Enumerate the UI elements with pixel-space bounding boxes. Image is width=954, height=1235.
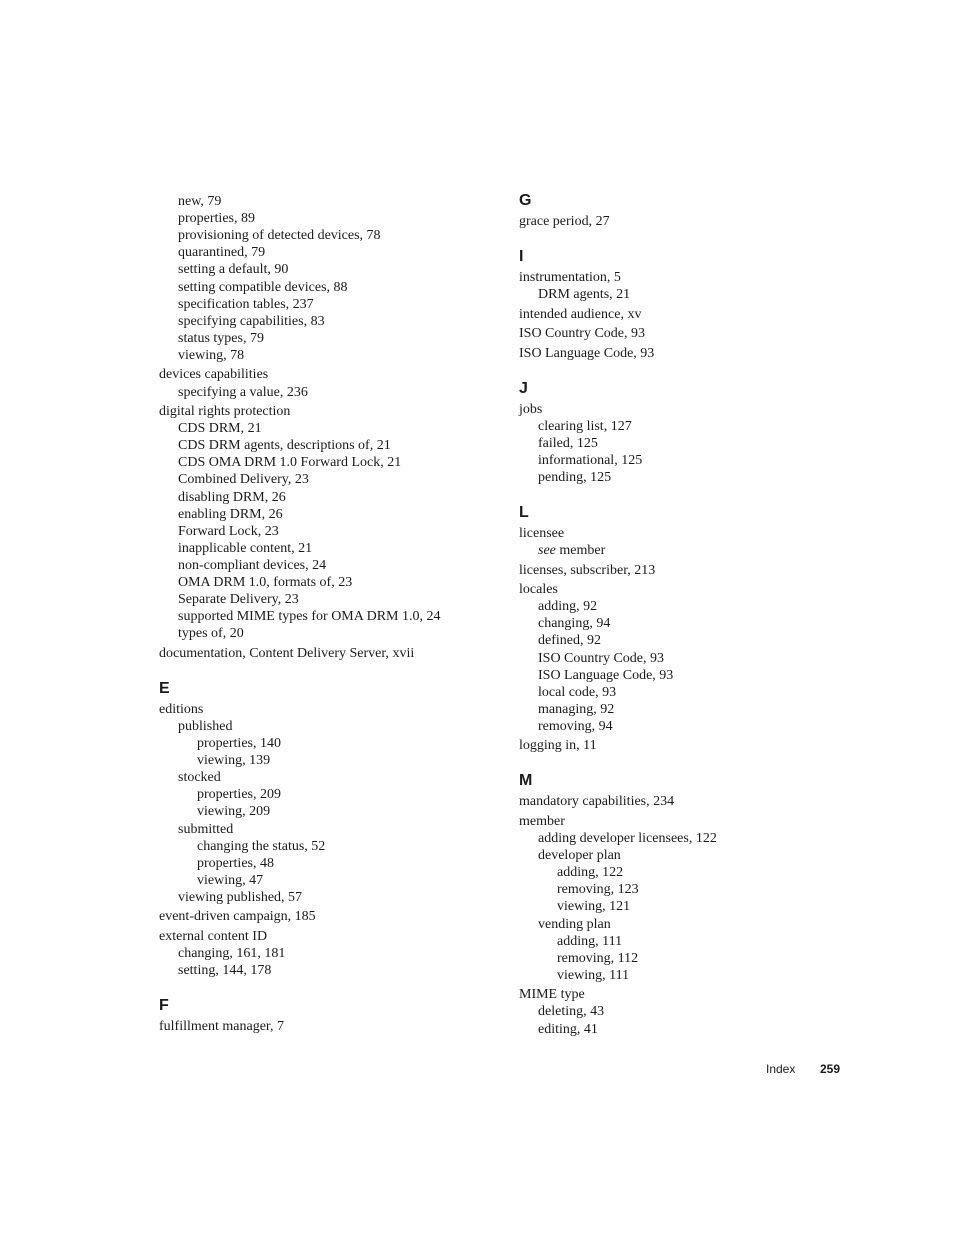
index-entry: documentation, Content Delivery Server, xvii — [159, 645, 415, 661]
index-subentry: developer plan — [538, 848, 621, 864]
index-entry: intended audience, xv — [519, 306, 642, 322]
index-entry: ISO Country Code, 93 — [519, 326, 645, 342]
index-subentry: changing, 94 — [538, 616, 611, 632]
index-subentry: types of, 20 — [178, 626, 244, 642]
index-subentry: inapplicable content, 21 — [178, 540, 313, 556]
index-subentry: changing, 161, 181 — [178, 946, 286, 961]
index-subentry: Combined Delivery, 23 — [178, 472, 309, 488]
index-subentry: disabling DRM, 26 — [178, 489, 286, 505]
index-subentry: new, 79 — [178, 194, 222, 209]
index-subsubentry: properties, 48 — [197, 855, 274, 871]
footer-page-number: 259 — [820, 1062, 841, 1076]
index-entry: jobs — [519, 401, 543, 417]
index-entry: locales — [519, 582, 558, 598]
index-subentry: pending, 125 — [538, 470, 612, 485]
index-subentry: stocked — [178, 770, 221, 786]
index-subentry: failed, 125 — [538, 435, 598, 451]
index-subentry: setting, 144, 178 — [178, 963, 272, 979]
index-entry: ISO Language Code, 93 — [519, 345, 655, 361]
index-subsubentry: viewing, 111 — [557, 967, 630, 983]
index-subentry: OMA DRM 1.0, formats of, 23 — [178, 575, 353, 590]
index-entry: mandatory capabilities, 234 — [519, 794, 675, 810]
footer-section-label: Index — [766, 1062, 796, 1076]
index-subentry: informational, 125 — [538, 452, 643, 468]
index-subsubentry: removing, 112 — [557, 950, 639, 966]
index-letter-heading: L — [519, 504, 529, 521]
index-subentry: enabling DRM, 26 — [178, 506, 283, 522]
see-target: member — [555, 543, 606, 559]
index-subentry: specification tables, 237 — [178, 296, 314, 312]
index-subentry: properties, 89 — [178, 211, 255, 227]
index-subentry: quarantined, 79 — [178, 245, 266, 261]
index-subentry: adding, 92 — [538, 599, 598, 615]
index-entry: digital rights protection — [159, 404, 291, 419]
index-subentry: DRM agents, 21 — [538, 287, 631, 303]
index-subentry: specifying a value, 236 — [178, 384, 308, 400]
index-subsubentry: properties, 140 — [197, 736, 281, 751]
index-subentry: ISO Language Code, 93 — [538, 667, 674, 683]
index-entry: logging in, 11 — [519, 738, 597, 754]
index-subsubentry: viewing, 47 — [197, 872, 264, 888]
index-subentry: CDS DRM, 21 — [178, 421, 262, 437]
index-letter-heading: G — [519, 192, 532, 209]
index-entry: editions — [159, 701, 204, 717]
index-subentry: adding developer licensees, 122 — [538, 831, 717, 846]
index-entry: grace period, 27 — [519, 214, 610, 229]
index-entry: fulfillment manager, 7 — [159, 1019, 285, 1035]
index-entry: event-driven campaign, 185 — [159, 909, 316, 925]
index-subentry: local code, 93 — [538, 684, 617, 700]
index-subentry: Forward Lock, 23 — [178, 523, 279, 539]
index-entry: devices capabilities — [159, 367, 269, 383]
index-subentry: CDS OMA DRM 1.0 Forward Lock, 21 — [178, 455, 402, 471]
index-subentry: submitted — [178, 821, 234, 837]
index-subentry: vending plan — [538, 916, 611, 932]
index-letter-heading: M — [519, 772, 533, 790]
index-subentry: deleting, 43 — [538, 1004, 605, 1020]
index-subentry: defined, 92 — [538, 633, 601, 649]
index-subentry: non-compliant devices, 24 — [178, 557, 327, 573]
index-entry: member — [519, 813, 565, 829]
index-subentry: viewing published, 57 — [178, 889, 303, 905]
index-subentry: CDS DRM agents, descriptions of, 21 — [178, 438, 391, 454]
index-subentry: status types, 79 — [178, 330, 264, 346]
index-subentry: Separate Delivery, 23 — [178, 592, 299, 608]
index-subentry: clearing list, 127 — [538, 418, 632, 434]
index-entry: MIME type — [519, 987, 585, 1003]
index-subentry: supported MIME types for OMA DRM 1.0, 24 — [178, 609, 441, 625]
index-subentry: provisioning of detected devices, 78 — [178, 228, 381, 244]
index-subsubentry: viewing, 139 — [197, 753, 271, 769]
index-letter-heading: E — [159, 679, 170, 697]
index-subentry: editing, 41 — [538, 1021, 598, 1037]
index-subsubentry: adding, 111 — [557, 933, 623, 949]
index-subentry — [538, 542, 605, 559]
index-letter-heading: F — [159, 997, 169, 1015]
index-subentry: specifying capabilities, 83 — [178, 313, 325, 329]
index-entry: instrumentation, 5 — [519, 270, 621, 285]
see-reference: see — [538, 543, 556, 559]
index-letter-heading: J — [519, 379, 528, 397]
index-subsubentry: adding, 122 — [557, 865, 624, 881]
index-entry: licensee — [519, 526, 565, 541]
index-subentry: setting a default, 90 — [178, 262, 289, 278]
index-subsubentry: changing the status, 52 — [197, 838, 326, 854]
index-subentry: viewing, 78 — [178, 347, 245, 363]
index-subsubentry: removing, 123 — [557, 882, 639, 898]
index-subsubentry: viewing, 209 — [197, 804, 271, 820]
index-subsubentry: properties, 209 — [197, 787, 281, 803]
index-letter-heading: I — [519, 248, 524, 265]
index-subsubentry: viewing, 121 — [557, 899, 631, 915]
index-subentry: removing, 94 — [538, 718, 613, 734]
index-subentry: ISO Country Code, 93 — [538, 650, 664, 666]
index-subentry: managing, 92 — [538, 701, 615, 717]
index-entry: licenses, subscriber, 213 — [519, 562, 656, 578]
index-subentry: setting compatible devices, 88 — [178, 279, 348, 295]
index-entry: external content ID — [159, 928, 268, 944]
index-subentry: published — [178, 718, 233, 734]
